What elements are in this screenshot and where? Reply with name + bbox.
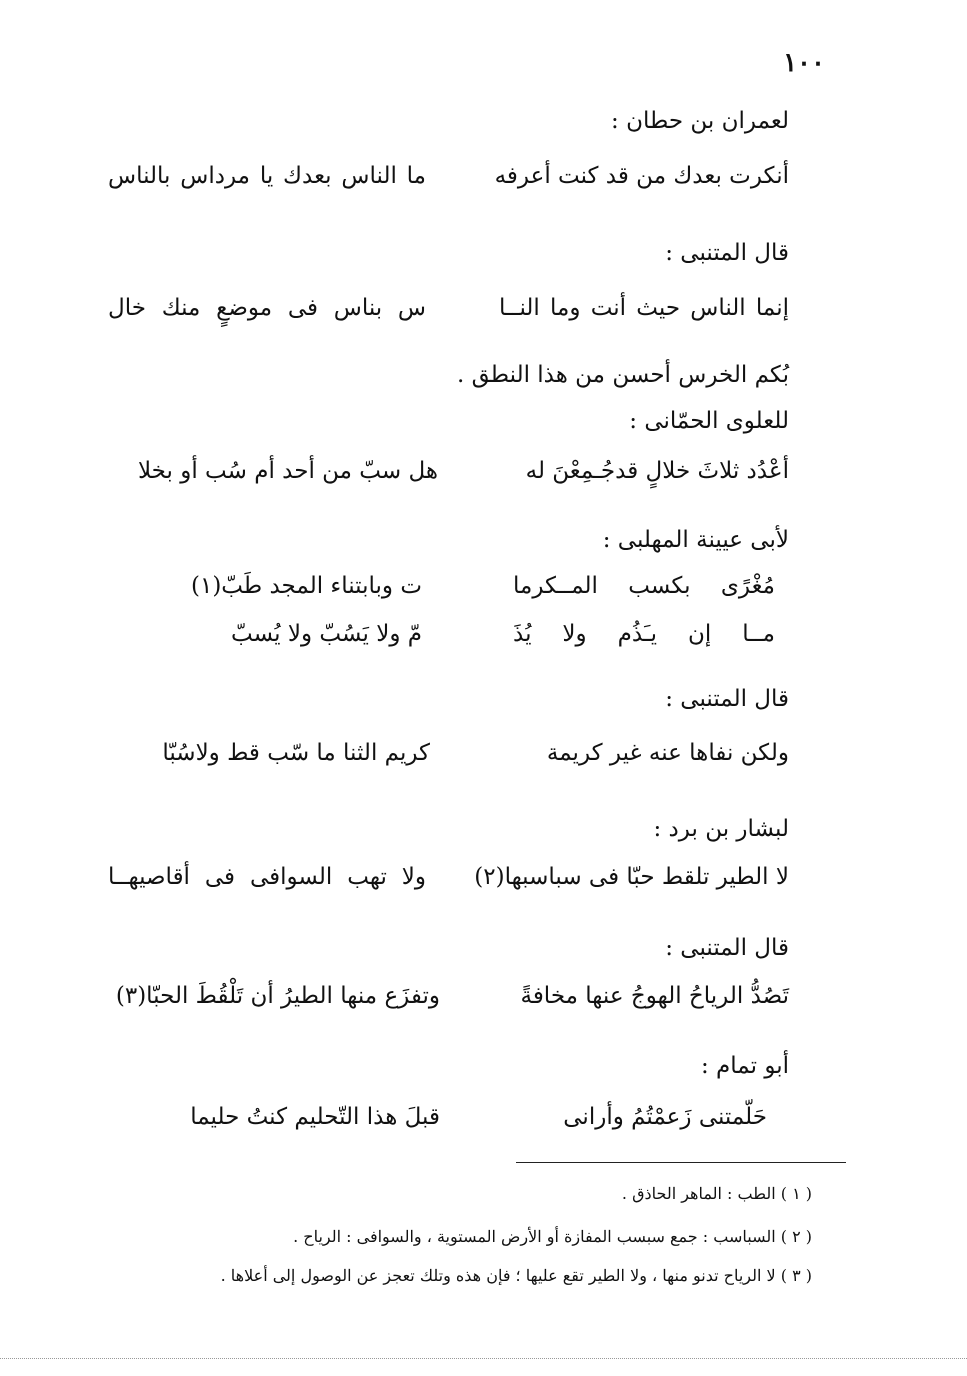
verse-6-hemistich-1: ولكن نفاها عنه غير كريمة	[546, 740, 789, 766]
attribution-imran: لعمران بن حطان :	[611, 108, 789, 134]
verse-3-hemistich-2: هل سبّ من أحد أم سُب أو بخلا	[137, 458, 438, 484]
verse-8-hemistich-2: وتفزَع منها الطيرُ أن تَلْقُطَ الحبّا(٣)	[115, 983, 440, 1009]
prose-comment: بُكم الخرس أحسن من هذا النطق .	[456, 362, 789, 388]
verse-1-hemistich-2: ما الناس بعدك يا مرداس بالناس	[108, 163, 426, 189]
verse-4-hemistich-2: ت وبابتناء المجد طَبّ(١)	[190, 573, 422, 599]
verse-7-hemistich-1: لا الطير تلقط حبّا فى سباسبها(٢)	[474, 864, 789, 890]
attribution-mutanabbi-1: قال المتنبى :	[665, 240, 789, 266]
footnote-separator	[516, 1162, 846, 1163]
verse-7-hemistich-2: ولا تهب السوافى فى أقاصيهــا	[108, 864, 426, 890]
attribution-himmani: للعلوى الحمّانى :	[629, 408, 789, 434]
attribution-bashshar: لبشار بن برد :	[653, 816, 789, 842]
footnote-1: ( ١ ) الطب : الماهر الحاذق .	[621, 1184, 812, 1203]
verse-6-hemistich-2: كريم الثنا ما سّب قط ولاسُبّا	[162, 740, 430, 766]
verse-3-hemistich-1: أعْدُد ثلاثَ خلالٍ قدجُـمِعْنَ له	[525, 458, 789, 484]
scan-bottom-edge	[0, 1358, 967, 1359]
verse-9-hemistich-2: قبلَ هذا التّحليم كنتُ حليما	[190, 1104, 440, 1130]
verse-2-hemistich-1: إنما الناس حيث أنت وما النــا	[499, 295, 789, 321]
footnote-3: ( ٣ ) لا الرياح تدنو منها ، ولا الطير تقع عليها ؛ فإن هذه وتلك تعجز عن الوصول إلى أعلاها .	[220, 1266, 812, 1285]
verse-8-hemistich-1: تَصُدُّ الرياحُ الهوجُ عنها مخافةً	[520, 983, 789, 1009]
page-number: ١٠٠	[783, 48, 825, 78]
verse-4-hemistich-1: مُغْرًى بكسب المــكرما	[513, 573, 775, 599]
footnote-2: ( ٢ ) السباسب : جمع سبسب المفازة أو الأرض المستوية ، والسوافى : الرياح .	[293, 1227, 812, 1246]
verse-2-hemistich-2: س بناس فى موضعٍ منك خال	[108, 295, 426, 321]
attribution-abu-uyayna: لأبى عيينة المهلبى :	[602, 527, 789, 553]
verse-9-hemistich-1: حَلّمتنى زَعمْتُمُ وأرانى	[563, 1104, 767, 1130]
verse-5-hemistich-2: مّ ولا يَسُبّ ولا يُسبّ	[231, 621, 422, 647]
attribution-mutanabbi-3: قال المتنبى :	[665, 935, 789, 961]
verse-5-hemistich-1: مــا إن يـَذُم ولا يُذَ	[513, 621, 775, 647]
verse-1-hemistich-1: أنكرت بعدك من قد كنت أعرفه	[494, 163, 789, 189]
attribution-abu-tammam: أبو تمام :	[701, 1053, 789, 1079]
attribution-mutanabbi-2: قال المتنبى :	[665, 686, 789, 712]
